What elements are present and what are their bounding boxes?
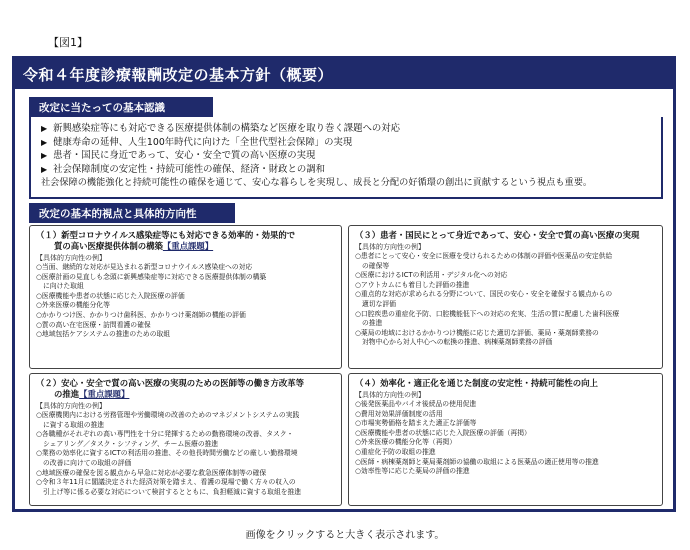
list-item: 適切な評価 bbox=[362, 299, 396, 308]
page-title: 令和４年度診療報酬改定の基本方針（概要） bbox=[23, 65, 334, 84]
list-item: ○かかりつけ医、かかりつけ歯科医、かかりつけ薬剤師の機能の評価 bbox=[36, 310, 246, 319]
list-item: に向けた取組 bbox=[43, 282, 84, 291]
click-caption: 画像をクリックすると大きく表示されます。 bbox=[245, 530, 445, 541]
panel-title: （３）患者・国民にとって身近であって、安心・安全で質の高い医療の実現 bbox=[355, 230, 640, 240]
panel-subhead: 【具体的方向性の例】 bbox=[355, 391, 425, 399]
panel-title: （２）安心・安全で質の高い医療の実現のための医師等の働き方改革等 bbox=[36, 378, 304, 388]
list-item: の改善に向けての取組の評価 bbox=[43, 458, 132, 467]
list-item: ○口腔疾患の重症化予防、口腔機能低下への対応の充実、生活の質に配慮した歯科医療 bbox=[355, 309, 620, 318]
list-item: の確保等 bbox=[362, 261, 390, 270]
basic-item-text: 社会保障制度の安定性・持続可能性の確保、経済・財政との調和 bbox=[53, 163, 326, 175]
panel-title: （１）新型コロナウイルス感染症等にも対応できる効率的・効果的で bbox=[36, 230, 296, 240]
panel-subhead: 【具体的方向性の例】 bbox=[36, 402, 106, 410]
list-item: 対物中心から対人中心への転換の推進、病棟薬剤師業務の評価 bbox=[362, 338, 553, 347]
triangle-bullet-icon: ▶ bbox=[41, 164, 48, 174]
panel-2 bbox=[29, 373, 342, 506]
list-item: ○医療計画の見直しも念頭に新興感染症等に対応できる医療提供体制の構築 bbox=[36, 272, 267, 281]
basic-item bbox=[41, 122, 661, 136]
panel-4 bbox=[348, 373, 663, 506]
list-item: ○令和３年11月に閣議決定された経済対策を踏まえ、看護の現場で働く方々の収入の bbox=[36, 478, 296, 487]
list-item: ○医療機能や患者の状態に応じた入院医療の評価 bbox=[36, 291, 185, 300]
list-item: ○業務の効率化に資するICTの利活用の推進、その他長時間労働などの厳しい勤務環境 bbox=[36, 449, 298, 458]
list-item: ○医療機関内における労務管理や労働環境の改善のためのマネジメントシステムの実践 bbox=[36, 411, 300, 419]
list-item: ○医師・病棟薬剤師と薬局薬剤師の協働の取組による医薬品の適正使用等の推進 bbox=[355, 457, 599, 466]
basic-item bbox=[41, 149, 661, 163]
basic-item-text: 新興感染症等にも対応できる医療提供体制の構築など医療を取り巻く課題への対応 bbox=[53, 123, 401, 134]
basic-note: 社会保障の機能強化と持続可能性の確保を通じて、安心な暮らしを実現し、成長と分配の好循環の創出に貢献するという視点も重要。 bbox=[41, 177, 593, 188]
section-heading-perspectives: 改定の基本的視点と具体的方向性 bbox=[29, 203, 235, 223]
list-item: ○市場実勢価格を踏まえた適正な評価等 bbox=[355, 419, 477, 428]
list-item: ○重症化予防の取組の推進 bbox=[355, 447, 436, 456]
panel-1 bbox=[29, 225, 342, 369]
panel-subhead: 【具体的方向性の例】 bbox=[355, 243, 425, 251]
panel-title-text: の推進 bbox=[54, 389, 80, 399]
triangle-bullet-icon: ▶ bbox=[41, 137, 48, 147]
panel-title-line2 bbox=[36, 389, 335, 400]
triangle-bullet-icon: ▶ bbox=[41, 151, 48, 160]
list-item: ○医療機能や患者の状態に応じた入院医療の評価（再掲） bbox=[355, 428, 531, 437]
figure-label: 【図1】 bbox=[48, 36, 88, 49]
title-bar bbox=[15, 59, 673, 89]
priority-tag: 【重点課題】 bbox=[79, 389, 130, 399]
list-item: ○費用対効果評価制度の活用 bbox=[355, 409, 443, 418]
list-item: ○アウトカムにも着目した評価の推進 bbox=[355, 280, 470, 289]
list-item: ○各職種がそれぞれの高い専門性を十分に発揮するための勤務環境の改善、タスク・ bbox=[36, 430, 294, 439]
list-item: ○効率性等に応じた薬局の評価の推進 bbox=[355, 467, 470, 476]
basic-item-text: 患者・国民に身近であって、安心・安全で質の高い医療の実現 bbox=[53, 150, 316, 161]
list-item: ○当面、継続的な対応が見込まれる新型コロナウイルス感染症への対応 bbox=[36, 263, 253, 271]
panel-title-line2 bbox=[36, 241, 335, 252]
basic-item bbox=[41, 163, 661, 177]
panel-subhead: 【具体的方向性の例】 bbox=[36, 254, 106, 262]
section-heading-basic-recognition: 改定に当たっての基本認識 bbox=[29, 97, 213, 117]
priority-tag: 【重点課題】 bbox=[162, 241, 214, 251]
basic-item-text: 健康寿命の延伸、人生100年時代に向けた「全世代型社会保障」の実現 bbox=[53, 136, 353, 148]
list-item: 引上げ等に係る必要な対応について検討するとともに、負担軽減に資する取組を推進 bbox=[43, 487, 302, 496]
list-item: ○医療におけるICTの利活用・デジタル化への対応 bbox=[355, 271, 508, 280]
list-item: ○質の高い在宅医療・訪問看護の確保 bbox=[36, 320, 151, 329]
panel-title: （４）効率化・適正化を通じた制度の安定性・持続可能性の向上 bbox=[355, 378, 598, 388]
list-item: に資する取組の推進 bbox=[43, 420, 105, 429]
list-item: ○地域医療の確保を図る観点から早急に対応が必要な救急医療体制等の確保 bbox=[36, 468, 267, 477]
panel-title-text: 質の高い医療提供体制の構築 bbox=[54, 241, 163, 251]
list-item: ○地域包括ケアシステムの推進のための取組 bbox=[36, 330, 171, 339]
list-item: ○外来医療の機能分化等 bbox=[36, 301, 110, 310]
figure-frame[interactable] bbox=[12, 56, 676, 512]
panel-3 bbox=[348, 225, 663, 369]
list-item: ○後発医薬品やバイオ後続品の使用促進 bbox=[355, 400, 477, 408]
list-item: ○薬局の地域におけるかかりつけ機能に応じた適切な評価、薬局・薬剤師業務の bbox=[355, 328, 599, 337]
basic-recognition-box bbox=[29, 117, 663, 199]
list-item: ○重点的な対応が求められる分野について、国民の安心・安全を確保する観点からの bbox=[355, 290, 613, 299]
list-item: シェアリング／タスク・シフティング、チーム医療の推進 bbox=[43, 439, 219, 448]
list-item: ○患者にとって安心・安全に医療を受けられるための体制の評価や医薬品の安定供給 bbox=[355, 252, 613, 260]
basic-item bbox=[41, 136, 661, 150]
list-item: ○外来医療の機能分化等（再掲） bbox=[355, 438, 457, 447]
list-item: の推進 bbox=[362, 319, 383, 328]
triangle-bullet-icon: ▶ bbox=[41, 124, 48, 133]
